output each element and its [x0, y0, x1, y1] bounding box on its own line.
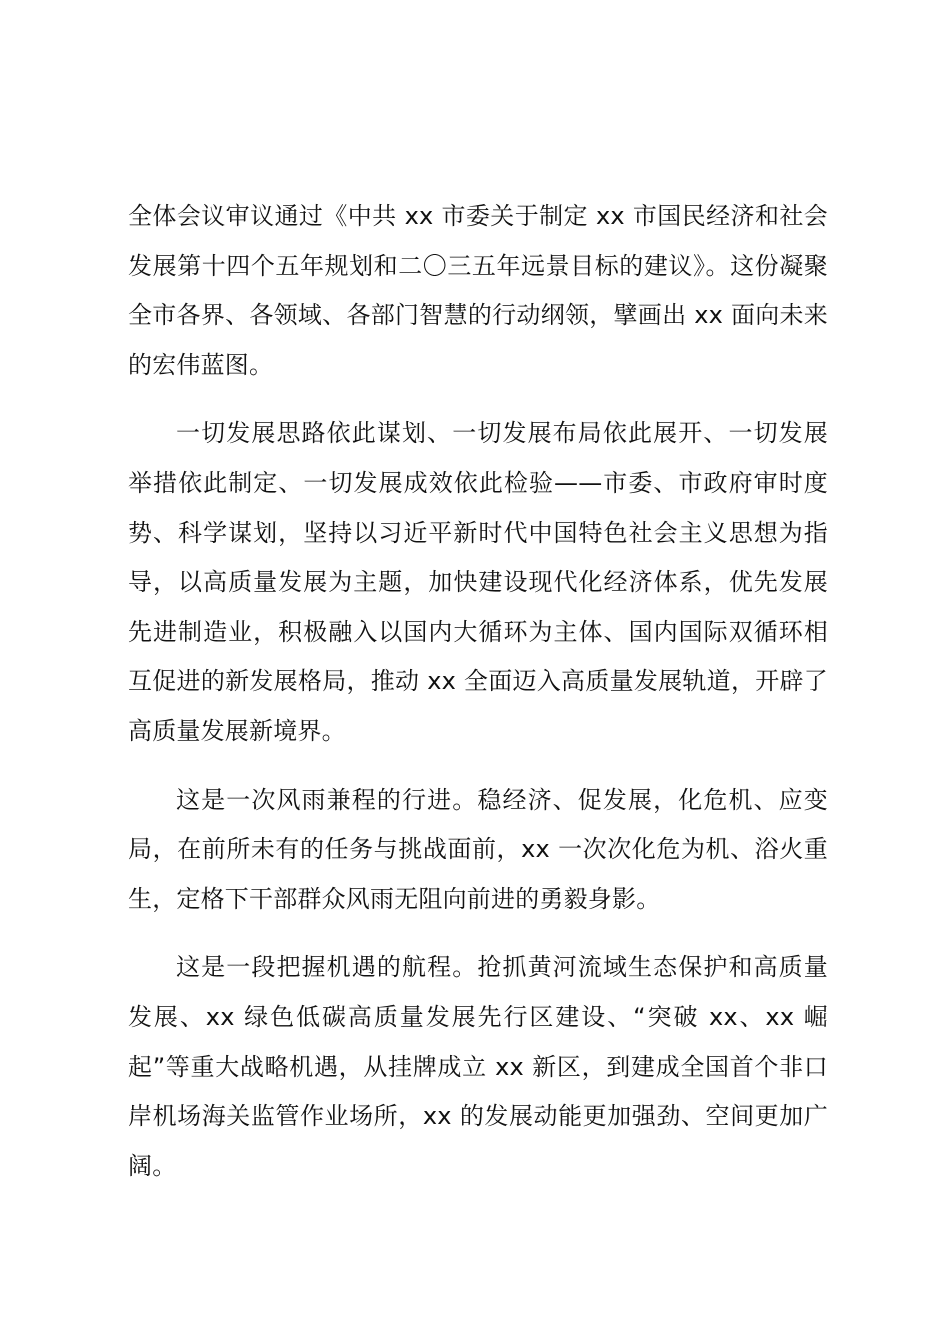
- paragraph-2: 一切发展思路依此谋划、一切发展布局依此展开、一切发展举措依此制定、一切发展成效依此检验——市委、市政府审时度势、科学谋划，坚持以习近平新时代中国特色社会主义思想为指导，以高质量发展为主题，加快建设现代化经济体系，优先发展先进制造业，积极融入以国内大循环为主体、国内国际双循环相互促进的新发展格局，推动 xx 全面迈入高质量发展轨道，开辟了高质量发展新境界。: [128, 419, 828, 745]
- paragraph-4: 这是一段把握机遇的航程。抢抓黄河流域生态保护和高质量发展、xx 绿色低碳高质量发展先行区建设、“突破 xx、xx 崛起”等重大战略机遇，从挂牌成立 xx 新区，到建成全国首个非口岸机场海关监管作业场所，xx 的发展动能更加强劲、空间更加广阔。: [128, 953, 828, 1180]
- paragraph-3: 这是一次风雨兼程的行进。稳经济、促发展，化危机、应变局，在前所未有的任务与挑战面前，xx 一次次化危为机、浴火重生，定格下干部群众风雨无阻向前进的勇毅身影。: [128, 785, 828, 913]
- paragraph-1: 全体会议审议通过《中共 xx 市委关于制定 xx 市国民经济和社会发展第十四个五年规划和二〇三五年远景目标的建议》。这份凝聚全市各界、各领域、各部门智慧的行动纲领，擘画出 xx 面向未来的宏伟蓝图。: [128, 202, 828, 379]
- document-body: [128, 192, 828, 1191]
